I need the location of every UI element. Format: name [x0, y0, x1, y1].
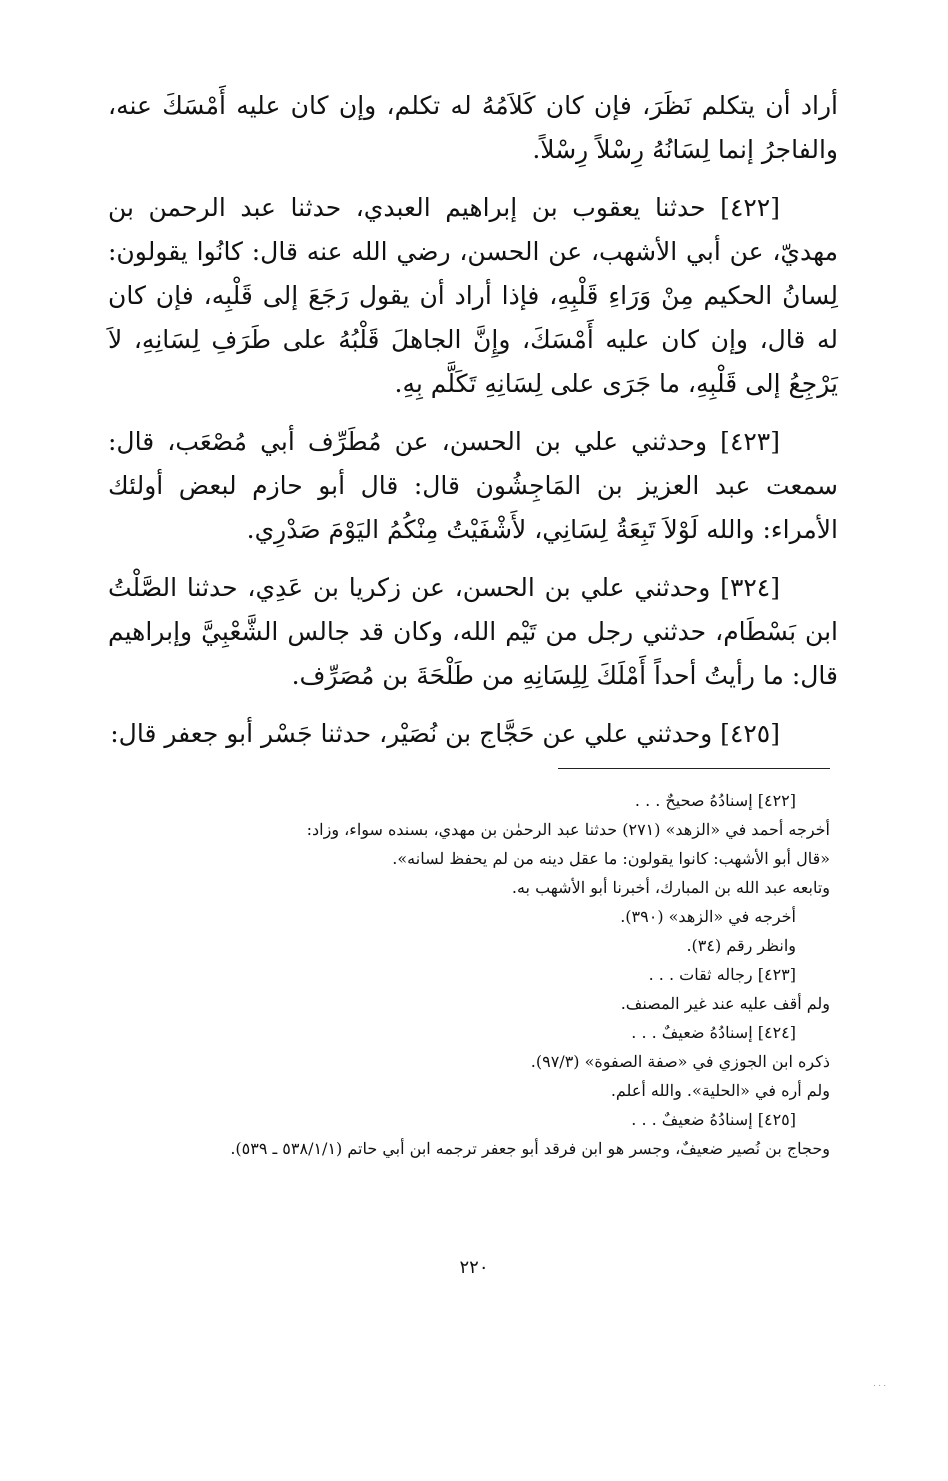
paragraph-continuation: أراد أن يتكلم نَظَرَ، فإن كان كَلاَمُهُ له تكلم، وإن كان عليه أَمْسَكَ عنه، والفاجرُ إنما لِسَانُهُ رِسْلاً رِسْلاً.	[108, 91, 838, 164]
footnote-line: [٤٢٢] إسنادُهُ صحيحٌ . . .	[634, 791, 796, 810]
footnote-line: [٤٢٣] رجاله ثقات . . .	[648, 965, 796, 984]
paragraph-425: [٤٢٥] وحدثني علي عن حَجَّاج بن نُصَيْر، حدثنا جَسْر أبو جعفر قال:	[110, 719, 780, 748]
paragraph-423: [٤٢٣] وحدثني علي بن الحسن، عن مُطَرِّف أبي مُصْعَب، قال: سمعت عبد العزيز بن المَاجِشُون قال: قال أبو حازم لبعض أولئك الأمراء: والله لَوْلاَ تَبِعَةُ لِسَانِي، لأَشْفَيْتُ مِنْكُمُ اليَوْمَ صَدْرِي.	[108, 427, 838, 544]
footnote-line: أخرجه أحمد في «الزهد» (٢٧١) حدثنا عبد الرحمٰن بن مهدي، بسنده سواء، وزاد:	[306, 820, 830, 839]
footnote-line: «قال أبو الأشهب: كانوا يقولون: ما عقل دينه من لم يحفظ لسانه».	[392, 849, 830, 868]
scan-speck: . . .	[873, 1379, 886, 1388]
footnote-line: وتابعه عبد الله بن المبارك، أخبرنا أبو الأشهب به.	[511, 878, 830, 897]
footnote-separator	[558, 768, 830, 769]
footnote-line: ذكره ابن الجوزي في «صفة الصفوة» (٩٧/٣).	[530, 1052, 830, 1071]
page-number: ٢٢٠	[459, 1257, 489, 1278]
footnote-line: ولم أره في «الحلية». والله أعلم.	[610, 1081, 830, 1100]
paragraph-424: [٣٢٤] وحدثني علي بن الحسن، عن زكريا بن عَدِي، حدثنا الصَّلْتُ ابن بَسْطَام، حدثني رجل من تَيْم الله، وكان قد جالس الشَّعْبِيَّ وإبراهيم قال: ما رأيتُ أحداً أَمْلَكَ لِلِسَانِهِ من طَلْحَةَ بن مُصَرِّف.	[108, 573, 838, 690]
footnote-line: وحجاج بن نُصير ضعيفٌ، وجسر هو ابن فرقد أبو جعفر ترجمه ابن أبي حاتم (٥٣٨/١/١ ـ ٥٣٩).	[230, 1139, 830, 1158]
main-text	[108, 84, 838, 770]
footnotes	[110, 786, 830, 1163]
footnote-line: [٤٢٥] إسنادُهُ ضعيفٌ . . .	[631, 1110, 796, 1129]
footnote-line: ولم أقف عليه عند غير المصنف.	[620, 994, 830, 1013]
footnote-line: وانظر رقم (٣٤).	[686, 936, 796, 955]
paragraph-422: [٤٢٢] حدثنا يعقوب بن إبراهيم العبدي، حدثنا عبد الرحمن بن مهديّ، عن أبي الأشهب، عن الحسن، رضي الله عنه قال: كانُوا يقولون: لِسانُ الحكيم مِنْ وَرَاءِ قَلْبِهِ، فإذا أراد أن يقول رَجَعَ إلى قَلْبِه، فإن كان له قال، وإن كان عليه أَمْسَكَ، وإِنَّ الجاهلَ قَلْبُهُ على طَرَفِ لِسَانِهِ، لاَ يَرْجِعُ إلى قَلْبِهِ، ما جَرَى على لِسَانِهِ تَكَلَّم بِهِ.	[108, 193, 838, 398]
footnote-line: [٤٢٤] إسنادُهُ ضعيفٌ . . .	[631, 1023, 796, 1042]
footnote-line: أخرجه في «الزهد» (٣٩٠).	[620, 907, 796, 926]
